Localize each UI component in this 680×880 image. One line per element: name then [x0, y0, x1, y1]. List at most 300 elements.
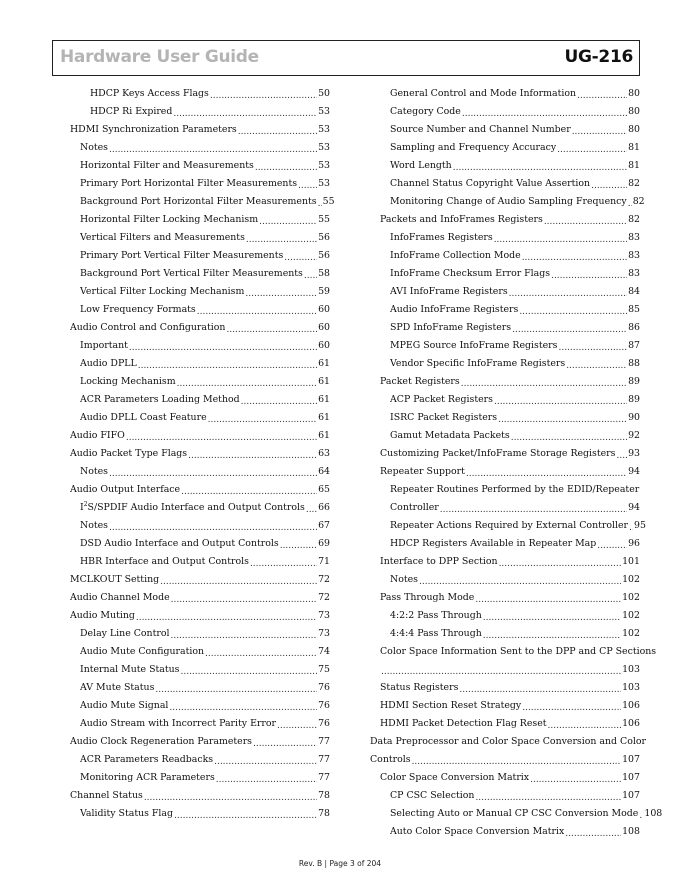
toc-entry[interactable]: [70, 157, 330, 175]
toc-entry-page: 76: [318, 700, 330, 711]
toc-entry-page: 65: [318, 484, 330, 495]
toc-right-column: [370, 85, 663, 841]
toc-entry[interactable]: [70, 571, 330, 589]
toc-entry-title: Audio Stream with Incorrect Parity Error: [80, 718, 276, 729]
dot-leader: [440, 499, 627, 517]
toc-entry-page: 71: [318, 556, 330, 567]
toc-entry-page: 108: [622, 826, 640, 837]
toc-entry-title: Channel Status: [70, 790, 143, 801]
toc-entry[interactable]: [370, 715, 640, 733]
toc-entry-title: Repeater Support: [380, 466, 465, 477]
dot-leader: [591, 175, 627, 193]
toc-entry[interactable]: [370, 229, 640, 247]
dot-leader: [381, 661, 621, 679]
toc-entry-page: 76: [318, 718, 330, 729]
toc-entry-title: 4:2:2 Pass Through: [390, 610, 482, 621]
dot-leader: [461, 373, 627, 391]
dot-leader: [522, 697, 621, 715]
toc-entry-title: Audio InfoFrame Registers: [390, 304, 519, 315]
toc-entry-title-text: S/SPDIF Audio Interface and Output Controls: [87, 502, 305, 513]
toc-entry-title: Audio Clock Regeneration Parameters: [70, 736, 252, 747]
toc-entry-page: 103: [622, 682, 640, 693]
toc-entry[interactable]: [70, 211, 330, 229]
toc-entry-title: Gamut Metadata Packets: [390, 430, 510, 441]
toc-entry-page: 60: [318, 322, 330, 333]
toc-entry-page: 83: [628, 232, 640, 243]
dot-leader: [466, 463, 627, 481]
toc-entry-page: 80: [628, 106, 640, 117]
dot-leader: [253, 733, 317, 751]
dot-leader: [205, 643, 317, 661]
toc-entry-page: 92: [628, 430, 640, 441]
dot-leader: [511, 427, 627, 445]
dot-leader: [109, 463, 317, 481]
dot-leader: [208, 409, 317, 427]
toc-entry-page: 83: [628, 268, 640, 279]
dot-leader: [280, 535, 317, 553]
dot-leader: [170, 625, 317, 643]
toc-entry[interactable]: [70, 463, 330, 481]
toc-entry-page: 66: [318, 502, 330, 513]
toc-entry-page: 106: [622, 700, 640, 711]
dot-leader: [160, 571, 317, 589]
dot-leader: [419, 571, 621, 589]
dot-leader: [277, 715, 317, 733]
toc-entry-title: Vertical Filter Locking Mechanism: [80, 286, 245, 297]
toc-entry-page: 90: [628, 412, 640, 423]
toc-entry-title: Audio Channel Mode: [70, 592, 170, 603]
toc-entry-wrap-line[interactable]: Repeater Routines Performed by the EDID/Repeater: [390, 484, 640, 495]
dot-leader: [197, 301, 317, 319]
dot-leader: [483, 607, 621, 625]
toc-entry-page: 81: [628, 160, 640, 171]
dot-leader: [126, 427, 317, 445]
toc-entry-page: 102: [622, 574, 640, 585]
toc-entry-page: 72: [318, 592, 330, 603]
toc-entry[interactable]: [370, 535, 640, 553]
toc-entry[interactable]: [70, 553, 330, 571]
toc-entry-title: Background Port Horizontal Filter Measurements: [80, 196, 317, 207]
toc-entry-page: 61: [318, 376, 330, 387]
toc-entry[interactable]: [370, 679, 640, 697]
toc-entry-title: Horizontal Filter and Measurements: [80, 160, 254, 171]
dot-leader: [565, 823, 621, 841]
dot-leader: [548, 715, 622, 733]
toc-entry-page: 82: [632, 196, 645, 207]
toc-entry-title: SPD InfoFrame Registers: [390, 322, 512, 333]
toc-entry[interactable]: [370, 697, 640, 715]
toc-entry-page: 101: [622, 556, 640, 567]
toc-entry-title: ACR Parameters Readbacks: [80, 754, 214, 765]
dot-leader: [494, 391, 627, 409]
dot-leader: [181, 481, 317, 499]
toc-entry-title: Monitoring Change of Audio Sampling Frequency: [390, 196, 627, 207]
toc-entry[interactable]: [370, 301, 640, 319]
toc-entry[interactable]: [370, 769, 640, 787]
dot-leader: [475, 589, 621, 607]
toc-entry[interactable]: [70, 607, 330, 625]
toc-entry[interactable]: [70, 625, 330, 643]
dot-leader: [459, 679, 621, 697]
toc-entry-title: Packets and InfoFrames Registers: [380, 214, 543, 225]
toc-entry[interactable]: [370, 409, 640, 427]
dot-leader: [304, 265, 317, 283]
toc-entry-title: HDMI Section Reset Strategy: [380, 700, 522, 711]
dot-leader: [174, 805, 317, 823]
toc-entry-title: CP CSC Selection: [390, 790, 475, 801]
toc-entry-page: 81: [628, 142, 640, 153]
toc-entry[interactable]: [370, 337, 640, 355]
toc-entry-title: Vendor Specific InfoFrame Registers: [390, 358, 566, 369]
toc-entry-title: Background Port Vertical Filter Measurements: [80, 268, 303, 279]
dot-leader: [241, 391, 317, 409]
toc-entry-page: 61: [318, 412, 330, 423]
toc-entry[interactable]: [370, 589, 640, 607]
toc-entry-page: 53: [318, 106, 330, 117]
toc-left-column: [70, 85, 335, 823]
toc-entry[interactable]: [70, 499, 330, 517]
toc-entry-title: AVI InfoFrame Registers: [390, 286, 508, 297]
toc-entry-page: 83: [628, 250, 640, 261]
toc-entry[interactable]: [370, 121, 640, 139]
dot-leader: [180, 661, 317, 679]
dot-leader: [522, 247, 627, 265]
toc-entry[interactable]: [370, 193, 645, 211]
dot-leader: [245, 283, 317, 301]
toc-entry-title: AV Mute Status: [80, 682, 155, 693]
toc-entry-title: MPEG Source InfoFrame Registers: [390, 340, 558, 351]
toc-entry[interactable]: [70, 445, 330, 463]
toc-entry-page: 106: [622, 718, 640, 729]
dot-leader: [177, 373, 317, 391]
toc-entry-title: Notes: [80, 520, 108, 531]
toc-entry-title: Primary Port Vertical Filter Measurements: [80, 250, 284, 261]
toc-entry-page: 102: [622, 628, 640, 639]
toc-entry-title: Source Number and Channel Number: [390, 124, 571, 135]
toc-entry[interactable]: [370, 427, 640, 445]
toc-entry-title: Controls: [370, 754, 411, 765]
toc-entry-wrap-line[interactable]: Data Preprocessor and Color Space Conversion and Color: [370, 736, 646, 747]
toc-entry-page: 63: [318, 448, 330, 459]
toc-entry-title: Auto Color Space Conversion Matrix: [390, 826, 565, 837]
toc-entry-page: 55: [318, 214, 330, 225]
toc-entry[interactable]: [370, 661, 640, 679]
toc-entry[interactable]: [370, 625, 640, 643]
toc-entry[interactable]: [70, 355, 330, 373]
dot-leader: [284, 247, 317, 265]
toc-entry[interactable]: [70, 661, 330, 679]
toc-entry-page: 77: [318, 754, 330, 765]
dot-leader: [255, 157, 317, 175]
toc-entry-title: Audio Mute Signal: [80, 700, 169, 711]
toc-entry-title: 4:4:4 Pass Through: [390, 628, 482, 639]
dot-leader: [144, 787, 317, 805]
toc-entry-page: 85: [628, 304, 640, 315]
toc-entry-page: 96: [628, 538, 640, 549]
toc-entry-title: Customizing Packet/InfoFrame Storage Registers: [380, 448, 616, 459]
toc-entry[interactable]: [370, 463, 640, 481]
toc-entry-page: 94: [628, 466, 640, 477]
toc-entry-page: 61: [318, 430, 330, 441]
toc-entry[interactable]: [70, 409, 330, 427]
toc-entry-title: HDCP Registers Available in Repeater Map: [390, 538, 597, 549]
toc-entry-page: 64: [318, 466, 330, 477]
toc-entry-page: 107: [622, 772, 640, 783]
toc-entry-page: 102: [622, 610, 640, 621]
dot-leader: [530, 769, 621, 787]
toc-entry[interactable]: [70, 751, 330, 769]
toc-entry[interactable]: [70, 697, 330, 715]
toc-entry[interactable]: [70, 715, 330, 733]
toc-entry-page: 87: [628, 340, 640, 351]
dot-leader: [250, 553, 317, 571]
toc-entry-page: 95: [634, 520, 646, 531]
toc-entry-title: Vertical Filters and Measurements: [80, 232, 245, 243]
toc-entry[interactable]: [70, 175, 330, 193]
toc-entry-title: Audio Output Interface: [70, 484, 181, 495]
toc-entry-title: Horizontal Filter Locking Mechanism: [80, 214, 259, 225]
toc-entry[interactable]: [70, 679, 330, 697]
toc-entry-page: 75: [318, 664, 330, 675]
toc-entry[interactable]: [370, 265, 640, 283]
toc-entry-page: 69: [318, 538, 330, 549]
toc-entry-page: 77: [318, 736, 330, 747]
dot-leader: [483, 625, 621, 643]
toc-entry-title: ACP Packet Registers: [390, 394, 493, 405]
toc-entry[interactable]: [370, 391, 640, 409]
toc-entry[interactable]: [370, 787, 640, 805]
toc-entry[interactable]: [370, 247, 640, 265]
dot-leader: [226, 319, 317, 337]
dot-leader: [551, 265, 627, 283]
dot-leader: [494, 229, 627, 247]
dot-leader: [453, 157, 627, 175]
toc-entry[interactable]: [370, 445, 640, 463]
toc-entry-title: InfoFrames Registers: [390, 232, 493, 243]
toc-entry[interactable]: [370, 805, 663, 823]
toc-entry-page: 93: [628, 448, 640, 459]
toc-entry[interactable]: [370, 823, 640, 841]
toc-entry-title: Audio Muting: [70, 610, 135, 621]
toc-entry-title: ACR Parameters Loading Method: [80, 394, 240, 405]
dot-leader: [238, 121, 317, 139]
toc-entry[interactable]: [370, 355, 640, 373]
toc-entry-title: Word Length: [390, 160, 452, 171]
toc-entry-title: Validity Status Flag: [80, 808, 174, 819]
toc-entry-title-prefix: I: [80, 502, 84, 513]
toc-entry[interactable]: [370, 139, 640, 157]
toc-entry-title: Audio Packet Type Flags: [70, 448, 188, 459]
toc-entry[interactable]: [70, 337, 330, 355]
toc-entry-title: HDMI Synchronization Parameters: [70, 124, 237, 135]
toc-entry[interactable]: [70, 733, 330, 751]
toc-entry-title: HDMI Packet Detection Flag Reset: [380, 718, 547, 729]
toc-entry[interactable]: [70, 535, 330, 553]
toc-entry-page: 102: [622, 592, 640, 603]
toc-entry-title: Packet Registers: [380, 376, 460, 387]
toc-entry-title: General Control and Mode Information: [390, 88, 577, 99]
toc-entry-title: [80, 499, 305, 517]
toc-entry-page: 61: [318, 358, 330, 369]
toc-entry-page: 107: [622, 790, 640, 801]
toc-entry-title: Audio DPLL Coast Feature: [80, 412, 207, 423]
document-title: Hardware User Guide: [60, 47, 259, 67]
toc-entry-title: Interface to DPP Section: [380, 556, 498, 567]
toc-entry-page: 76: [318, 682, 330, 693]
toc-entry-page: 53: [318, 178, 330, 189]
dot-leader: [306, 499, 317, 517]
dot-leader: [509, 283, 627, 301]
toc-entry[interactable]: [70, 319, 330, 337]
toc-entry-title: Locking Mechanism: [80, 376, 176, 387]
dot-leader: [639, 805, 643, 823]
toc-entry-title: Pass Through Mode: [380, 592, 475, 603]
toc-entry[interactable]: [70, 373, 330, 391]
toc-entry[interactable]: [370, 175, 640, 193]
toc-entry-page: 89: [628, 376, 640, 387]
toc-entry-title: Monitoring ACR Parameters: [80, 772, 215, 783]
dot-leader: [216, 769, 317, 787]
toc-entry-title: Audio FIFO: [70, 430, 125, 441]
dot-leader: [136, 607, 317, 625]
toc-entry[interactable]: [370, 211, 640, 229]
toc-entry[interactable]: [370, 283, 640, 301]
toc-entry-page: 73: [318, 628, 330, 639]
toc-entry-title: MCLKOUT Setting: [70, 574, 160, 585]
toc-entry-page: 103: [622, 664, 640, 675]
dot-leader: [566, 355, 627, 373]
toc-entry-page: 107: [622, 754, 640, 765]
toc-entry-page: 84: [628, 286, 640, 297]
dot-leader: [188, 445, 317, 463]
toc-entry-page: 86: [628, 322, 640, 333]
toc-entry-title: Primary Port Horizontal Filter Measurements: [80, 178, 298, 189]
toc-entry-page: 61: [318, 394, 330, 405]
toc-entry-title: Notes: [390, 574, 418, 585]
dot-leader: [129, 337, 317, 355]
page-header: [52, 40, 640, 76]
toc-entry[interactable]: [70, 769, 330, 787]
toc-entry-page: 58: [318, 268, 330, 279]
toc-entry[interactable]: [70, 193, 335, 211]
toc-entry-page: 60: [318, 304, 330, 315]
toc-entry[interactable]: [370, 157, 640, 175]
toc-entry-page: 78: [318, 808, 330, 819]
toc-entry[interactable]: [70, 481, 330, 499]
dot-leader: [462, 103, 627, 121]
toc-entry-title: Channel Status Copyright Value Assertion: [390, 178, 591, 189]
toc-entry-title: Important: [80, 340, 128, 351]
dot-leader: [512, 319, 627, 337]
toc-entry[interactable]: [70, 643, 330, 661]
toc-entry-page: 56: [318, 232, 330, 243]
toc-entry-title: ISRC Packet Registers: [390, 412, 498, 423]
toc-entry[interactable]: [70, 229, 330, 247]
toc-entry-page: 53: [318, 124, 330, 135]
toc-entry-title: Status Registers: [380, 682, 459, 693]
toc-entry-title: Color Space Conversion Matrix: [380, 772, 530, 783]
toc-entry-title: DSD Audio Interface and Output Controls: [80, 538, 279, 549]
toc-entry[interactable]: [370, 319, 640, 337]
dot-leader: [572, 121, 627, 139]
toc-entry[interactable]: [70, 787, 330, 805]
toc-entry-title: Notes: [80, 142, 108, 153]
dot-leader: [616, 445, 627, 463]
toc-entry-page: 50: [318, 88, 330, 99]
toc-entry[interactable]: [70, 139, 330, 157]
toc-entry-title: Selecting Auto or Manual CP CSC Conversion Mode: [390, 808, 639, 819]
toc-entry[interactable]: [370, 85, 640, 103]
dot-leader: [557, 139, 627, 157]
toc-entry[interactable]: [70, 589, 330, 607]
toc-entry-title: Low Frequency Formats: [80, 304, 196, 315]
dot-leader: [246, 229, 317, 247]
toc-entry-page: 89: [628, 394, 640, 405]
toc-entry[interactable]: [370, 517, 646, 535]
dot-leader: [498, 409, 627, 427]
toc-entry-page: 80: [628, 124, 640, 135]
dot-leader: [109, 517, 317, 535]
dot-leader: [210, 85, 317, 103]
dot-leader: [318, 193, 322, 211]
dot-leader: [475, 787, 621, 805]
toc-entry[interactable]: [70, 805, 330, 823]
toc-entry[interactable]: [70, 427, 330, 445]
dot-leader: [169, 697, 317, 715]
toc-entry-page: 77: [318, 772, 330, 783]
toc-entry-title: Audio Control and Configuration: [70, 322, 226, 333]
toc-entry[interactable]: [370, 571, 640, 589]
toc-entry-title: Internal Mute Status: [80, 664, 180, 675]
dot-leader: [298, 175, 317, 193]
toc-entry-title: Controller: [390, 502, 439, 513]
dot-leader: [109, 139, 317, 157]
toc-entry[interactable]: [70, 85, 330, 103]
toc-entry-title: InfoFrame Checksum Error Flags: [390, 268, 551, 279]
toc-entry[interactable]: [70, 247, 330, 265]
toc-entry[interactable]: [370, 607, 640, 625]
toc-entry[interactable]: [70, 517, 330, 535]
toc-entry[interactable]: [70, 301, 330, 319]
toc-entry[interactable]: [70, 283, 330, 301]
toc-entry-page: 78: [318, 790, 330, 801]
toc-entry[interactable]: [70, 391, 330, 409]
toc-entry[interactable]: [370, 103, 640, 121]
toc-entry[interactable]: [370, 553, 640, 571]
toc-entry-title: Notes: [80, 466, 108, 477]
toc-entry[interactable]: [70, 265, 330, 283]
toc-entry-wrap-line[interactable]: Color Space Information Sent to the DPP and CP Sections: [380, 646, 657, 657]
document-number: UG-216: [564, 47, 633, 67]
toc-entry[interactable]: [370, 373, 640, 391]
dot-leader: [628, 193, 632, 211]
toc-entry[interactable]: [370, 751, 640, 769]
toc-entry-page: 67: [318, 520, 330, 531]
dot-leader: [629, 517, 633, 535]
toc-entry[interactable]: [70, 103, 330, 121]
toc-entry[interactable]: [70, 121, 330, 139]
toc-entry-page: 53: [318, 142, 330, 153]
toc-entry[interactable]: [370, 499, 640, 517]
toc-entry-title: Sampling and Frequency Accuracy: [390, 142, 557, 153]
toc-entry-title: Repeater Actions Required by External Controller: [390, 520, 629, 531]
toc-entry-title: InfoFrame Collection Mode: [390, 250, 521, 261]
toc-entry-title: Category Code: [390, 106, 461, 117]
dot-leader: [597, 535, 627, 553]
toc-entry-title: Audio DPLL: [80, 358, 137, 369]
dot-leader: [544, 211, 627, 229]
dot-leader: [155, 679, 317, 697]
